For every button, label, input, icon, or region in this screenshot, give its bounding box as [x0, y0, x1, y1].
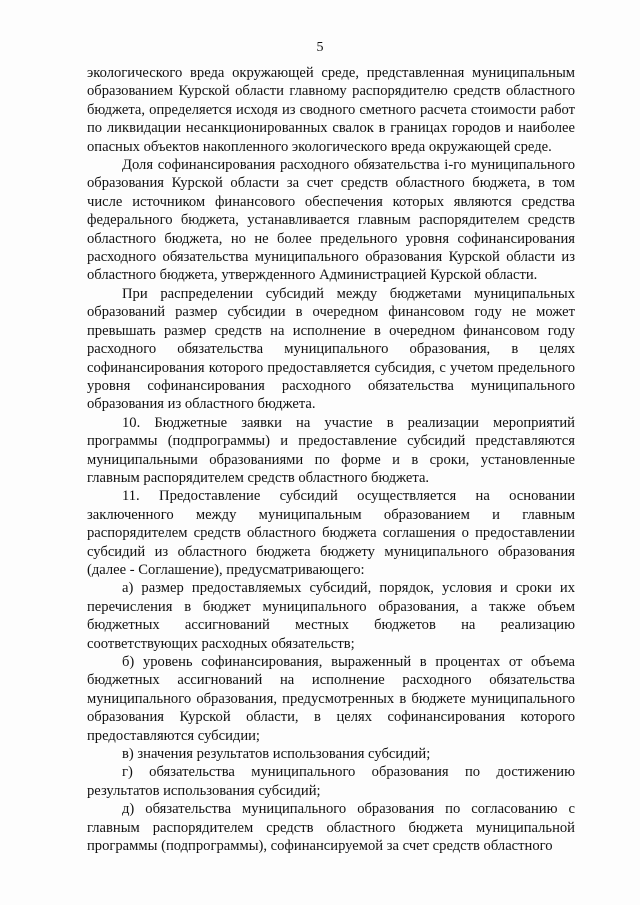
paragraph-subitem-a: а) размер предоставляемых субсидий, порядок, условия и сроки их перечисления в бюджет муниципального образования, а также объем бюджетных ассигнований местных бюджетов на реализацию соответствующих расходных обязательств;	[87, 580, 575, 652]
paragraph-item-10: 10. Бюджетные заявки на участие в реализации мероприятий программы (подпрограммы) и предоставление субсидий представляются муниципальными образованиями по форме и в сроки, установленные главным распорядителем средств областного бюджета.	[87, 414, 575, 486]
paragraph-cofinancing-share: Доля софинансирования расходного обязательства i-го муниципального образования Курской области за счет средств областного бюджета, в том числе источником финансового обеспечения которых являются средства федерального бюджета, устанавливается главным распорядителем средств областного бюджета, но не более предельного уровня софинансирования расходного обязательства муниципального образования Курской области из областного бюджета, утвержденного Администрацией Курской области.	[87, 157, 575, 284]
paragraph-subitem-b: б) уровень софинансирования, выраженный в процентах от объема бюджетных ассигнований на исполнение расходного обязательства муниципального образования, предусмотренных в бюджете муниципального образования Курской области, в целях софинансирования которого предоставляются субсидии;	[87, 654, 575, 744]
page-number: 5	[316, 40, 324, 55]
paragraph-subitem-g: г) обязательства муниципального образования по достижению результатов использования субсидий;	[87, 764, 575, 799]
paragraph-continued: экологического вреда окружающей среде, представленная муниципальным образованием Курской области главному распорядителю средств областного бюджета, определяется исходя из сводного сметного расчета стоимости работ по ликвидации несанкционированных свалок в границах городов и наиболее опасных объектов накопленного экологического вреда окружающей среде.	[87, 65, 575, 155]
document-body	[87, 64, 575, 855]
paragraph-item-11: 11. Предоставление субсидий осуществляется на основании заключенного между муниципальным образованием и главным распорядителем средств областного бюджета соглашения о предоставлении субсидий из областного бюджета бюджету муниципального образования (далее - Соглашение), предусматривающего:	[87, 488, 575, 578]
paragraph-subitem-v: в) значения результатов использования субсидий;	[122, 746, 431, 763]
paragraph-subitem-d: д) обязательства муниципального образования по согласованию с главным распорядителем средств областного бюджета муниципальной программы (подпрограммы), софинансируемой за счет средств областного	[87, 801, 575, 855]
paragraph-subsidy-distribution: При распределении субсидий между бюджетами муниципальных образований размер субсидии в очередном финансовом году не может превышать размер средств на исполнение в очередном финансовом году расходного обязательства муниципального образования, в целях софинансирования которого предоставляется субсидия, с учетом предельного уровня софинансирования расходного обязательства муниципального образования из областного бюджета.	[87, 285, 575, 413]
